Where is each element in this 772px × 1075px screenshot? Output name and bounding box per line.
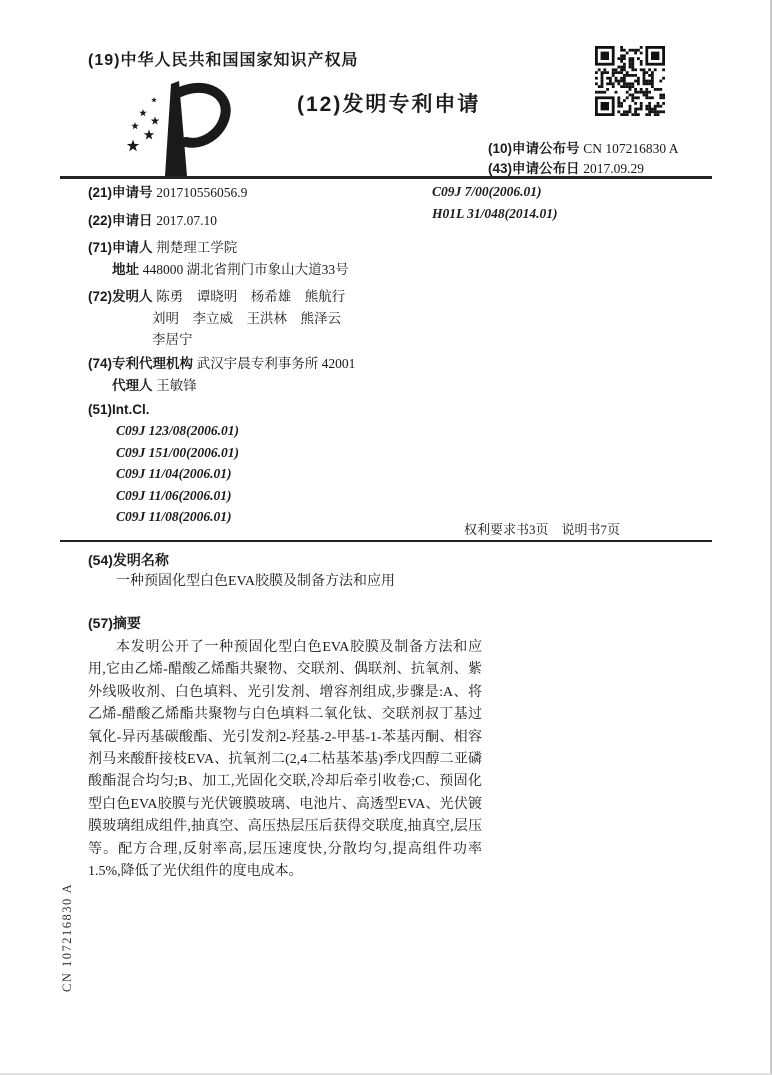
application-number-value: 201710556056.9 xyxy=(156,185,248,200)
invention-title-label: (54)发明名称 xyxy=(88,552,169,568)
inventors-label: (72)发明人 xyxy=(88,289,153,304)
document-type-title: (12)发明专利申请 xyxy=(297,93,481,116)
application-date-row xyxy=(88,212,217,229)
publication-date-value: 2017.09.29 xyxy=(583,161,645,176)
pages-note: 权利要求书3页 说明书7页 xyxy=(464,522,621,537)
invention-title: 一种预固化型白色EVA胶膜及制备方法和应用 xyxy=(116,574,395,589)
application-number-row xyxy=(88,184,247,201)
publication-date-row xyxy=(488,157,644,177)
patent-office-name: (19)中华人民共和国国家知识产权局 xyxy=(88,52,359,69)
abstract-text: 本发明公开了一种预固化型白色EVA胶膜及制备方法和应用,它由乙烯-醋酸乙烯酯共聚物、交联剂、偶联剂、抗氧剂、紫外线吸收剂、白色填料、光引发剂、增容剂组成,步骤是:A、将乙烯-醋酸乙烯酯共聚物与白色填料二氧化钛、交联剂叔丁基过氧化-异丙基碳酸酯、光引发剂2-羟基-2-甲基-1-苯基丙酮、相容剂马来酸酐接枝EVA、抗氧剂二(2,4二枯基苯基)季戊四醇二亚磷酸酯混合均匀;B、加工,光固化交联,冷却后牵引收卷;C、预固化型白色EVA胶膜与光伏镀膜玻璃、电池片、高透型EVA、光伏镀膜玻璃组成组件,抽真空、高压热层压后获得交联度,抽真空,层压等。配方合理,反射率高,层压速度快,分散均匀,提高组件功率1.5%,降低了光伏组件的度电成本。 xyxy=(88,640,482,880)
intcl-label: (51)Int.Cl. xyxy=(88,402,150,417)
agency-label: (74)专利代理机构 xyxy=(88,356,194,371)
middle-divider xyxy=(60,540,712,542)
address-value: 448000 湖北省荆门市象山大道33号 xyxy=(142,262,349,277)
applicant-address-row xyxy=(112,261,349,278)
applicant-value: 荆楚理工学院 xyxy=(156,240,238,255)
application-date-label: (22)申请日 xyxy=(88,213,153,228)
publication-number-label: (10)申请公布号 xyxy=(488,141,580,156)
agent-row xyxy=(112,377,197,394)
agent-value: 王敏锋 xyxy=(156,378,197,393)
sipo-logo-icon xyxy=(108,76,248,184)
publication-number-row xyxy=(488,137,679,157)
intcl-item: C09J 11/06(2006.01) xyxy=(116,488,232,503)
application-number-label: (21)申请号 xyxy=(88,185,153,200)
abstract-label: (57)摘要 xyxy=(88,615,141,631)
inventors-line-2: 刘明 李立威 王洪林 熊泽云 xyxy=(152,311,341,326)
inventors-row xyxy=(88,288,345,305)
top-divider xyxy=(60,176,712,179)
side-publication-number: CN 107216830 A xyxy=(60,882,74,992)
agency-value: 武汉宇晨专利事务所 42001 xyxy=(196,356,356,371)
intcl-item: C09J 151/00(2006.01) xyxy=(116,445,239,460)
qr-code-icon xyxy=(595,46,665,116)
intcl-item: C09J 11/04(2006.01) xyxy=(116,466,232,481)
inventors-line-3: 李居宁 xyxy=(152,332,193,347)
inventors-line-1: 陈勇 谭晓明 杨希雄 熊航行 xyxy=(156,289,346,304)
intcl-item: C09J 7/00(2006.01) xyxy=(432,184,542,199)
agency-row xyxy=(88,355,355,372)
intcl-item: H01L 31/048(2014.01) xyxy=(432,206,558,221)
intcl-item: C09J 123/08(2006.01) xyxy=(116,423,239,438)
publication-number-value: CN 107216830 A xyxy=(583,141,679,156)
agent-label: 代理人 xyxy=(112,378,153,393)
applicant-row xyxy=(88,239,237,256)
applicant-label: (71)申请人 xyxy=(88,240,153,255)
publication-date-label: (43)申请公布日 xyxy=(488,161,580,176)
application-date-value: 2017.07.10 xyxy=(156,213,218,228)
intcl-item: C09J 11/08(2006.01) xyxy=(116,509,232,524)
address-label: 地址 xyxy=(112,262,139,277)
